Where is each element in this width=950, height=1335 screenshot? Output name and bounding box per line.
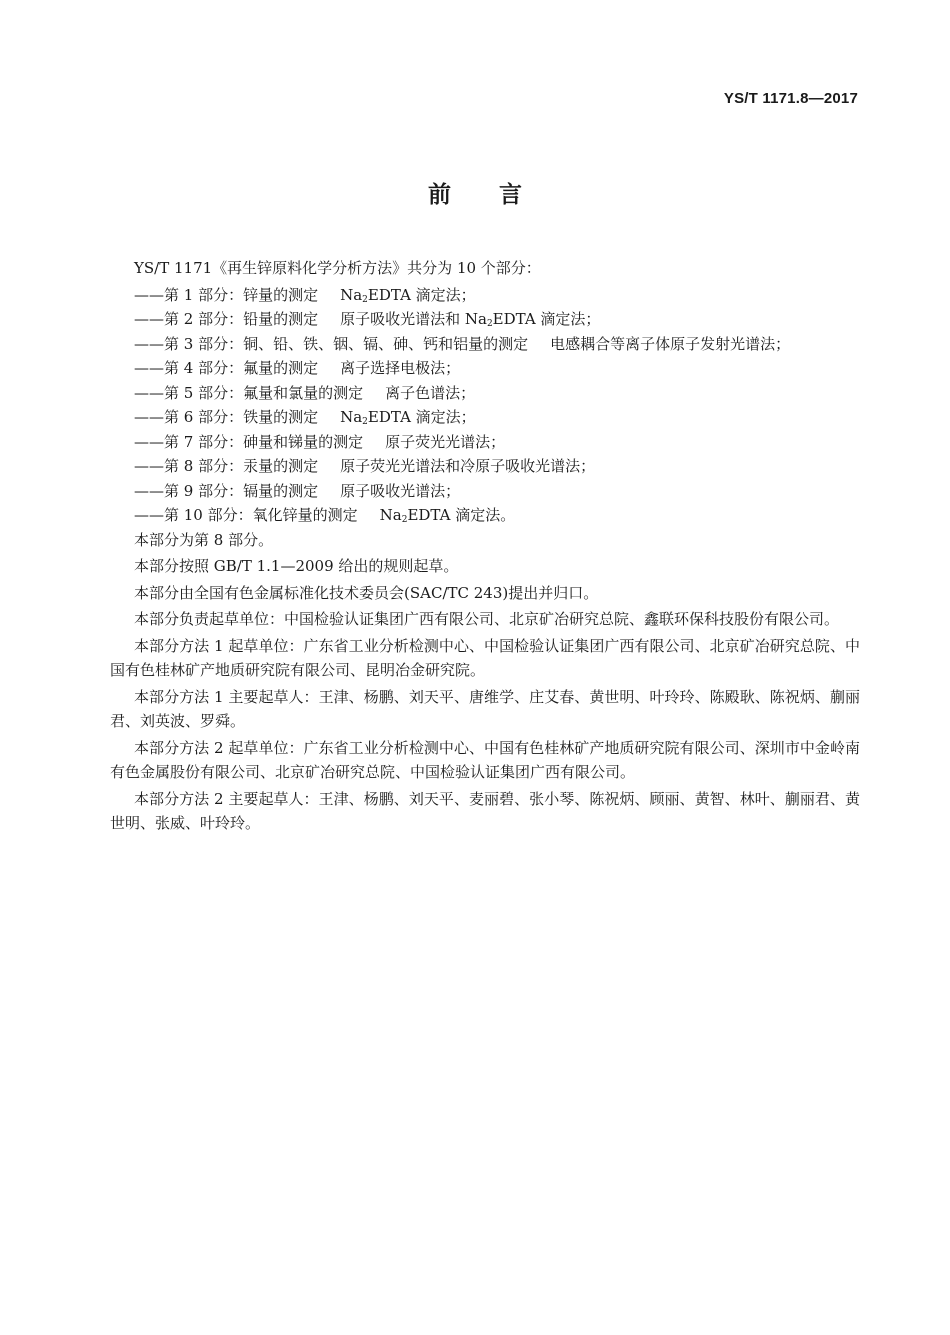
intro-paragraph: YS/T 1171《再生锌原料化学分析方法》共分为 10 个部分： (134, 259, 541, 277)
part-item-10: ——第 10 部分：氧化锌量的测定 $Na_2EDTA$ 滴定法。 (134, 506, 516, 525)
document-body (110, 256, 860, 838)
page-title: 前言 (428, 182, 570, 208)
paragraph-method1-units: 本部分方法 1 起草单位：广东省工业分析检测中心、中国检验认证集团广西有限公司、北京矿冶研究总院、中国有色桂林矿产地质研究院有限公司、昆明冶金研究院。 (110, 636, 860, 679)
document-code: YS/T 1171.8—2017 (723, 90, 858, 107)
part-item-9: ——第 9 部分：镉量的测定 原子吸收光谱法； (134, 481, 461, 500)
paragraph-part-number: 本部分为第 8 部分。 (134, 530, 274, 549)
part-item-7: ——第 7 部分：砷量和锑量的测定 原子荧光光谱法； (134, 432, 506, 451)
part-item-6: ——第 6 部分：铁量的测定 $Na_2EDTA$ 滴定法； (134, 408, 476, 427)
part-item-8: ——第 8 部分：汞量的测定 原子荧光光谱法和冷原子吸收光谱法； (134, 457, 596, 475)
paragraph-responsible-units: 本部分负责起草单位：中国检验认证集团广西有限公司、北京矿冶研究总院、鑫联环保科技股份有限公司。 (134, 610, 840, 628)
part-item-1: ——第 1 部分：锌量的测定 $Na_2EDTA$ 滴定法； (134, 285, 476, 305)
part-item-4: ——第 4 部分：氟量的测定 离子选择电极法； (134, 359, 461, 377)
paragraph-drafting-rules: 本部分按照 GB/T 1.1—2009 给出的规则起草。 (134, 557, 459, 575)
paragraph-method2-units: 本部分方法 2 起草单位：广东省工业分析检测中心、中国有色桂林矿产地质研究院有限公司、深圳市中金岭南有色金属股份有限公司、北京矿冶研究总院、中国检验认证集团广西有限公司。 (110, 738, 860, 781)
paragraph-method1-drafters: 本部分方法 1 主要起草人：王津、杨鹏、刘天平、唐维学、庄艾春、黄世明、叶玲玲、陈殿耿、陈祝炳、蒯丽君、刘英波、罗舜。 (110, 687, 860, 730)
paragraph-method2-drafters: 本部分方法 2 主要起草人：王津、杨鹏、刘天平、麦丽碧、张小琴、陈祝炳、顾丽、黄智、林叶、蒯丽君、黄世明、张威、叶玲玲。 (110, 789, 860, 832)
part-item-2: ——第 2 部分：铅量的测定 原子吸收光谱法和 $Na_2EDTA$ 滴定法； (134, 310, 601, 329)
paragraph-committee: 本部分由全国有色金属标准化技术委员会(SAC/TC 243)提出并归口。 (134, 583, 599, 602)
part-item-3: ——第 3 部分：铜、铅、铁、铟、镉、砷、钙和铝量的测定 电感耦合等离子体原子发射光谱法； (134, 334, 791, 353)
part-item-5: ——第 5 部分：氟量和氯量的测定 离子色谱法； (134, 383, 476, 402)
